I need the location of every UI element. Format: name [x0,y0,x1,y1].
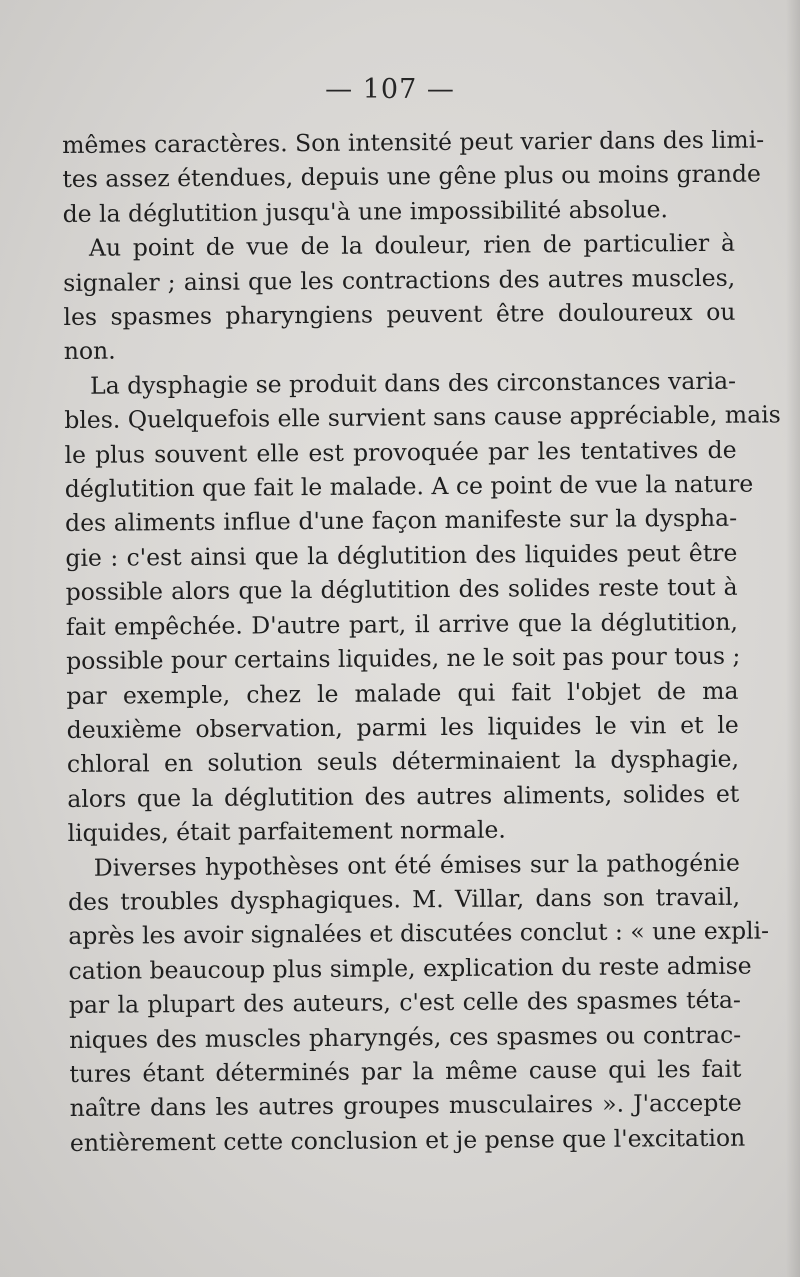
text-line: mêmes caractères. Son intensité peut varier dans des limi- [62,125,765,159]
text-line: tures étant déterminés par la même cause qui les fait [69,1054,742,1088]
text-line: possible pour certains liquides, ne le soit pas pour tous ; [66,641,741,676]
text-line: deuxième observation, parmi les liquides le vin et le [66,710,739,744]
text-line: de la déglutition jusqu'à une impossibilité absolue. [62,195,669,228]
text-line: bles. Quelquefois elle survient sans cause appréciable, mais [64,400,781,435]
text-line: par la plupart des auteurs, c'est celle des spasmes téta- [68,985,741,1020]
page-number: — 107 — [325,74,455,105]
text-line: naître dans les autres groupes musculaires ». J'accepte [69,1089,742,1123]
text-line: La dysphagie se produit dans des circonstances varia- [89,366,737,400]
paragraph [62,123,765,231]
text-line: déglutition que fait le malade. A ce point de vue la nature [64,469,754,504]
text-line: liquides, était parfaitement normale. [67,815,506,848]
text-line: des troubles dysphagiques. M. Villar, dans son travail, [67,882,741,916]
text-line: niques des muscles pharyngés, ces spasmes ou contrac- [69,1020,742,1054]
text-line: non. [63,337,116,366]
text-line: entièrement cette conclusion et je pense que l'excitation [69,1123,746,1157]
text-line: fait empêchée. D'autre part, il arrive que la déglutition, [65,607,739,641]
text-line: par exemple, chez le malade qui fait l'objet de ma [66,676,739,710]
text-line: gie : c'est ainsi que la déglutition des liquides peut être [65,538,738,572]
text-line: chloral en solution seuls déterminaient la dysphagie, [66,745,740,779]
text-line: possible alors que la déglutition des solides reste tout à [65,572,738,607]
text-line: cation beaucoup plus simple, explication du reste admise [68,951,752,985]
paragraph [64,364,781,851]
text-line: alors que la déglutition des autres aliments, solides et [67,779,740,813]
paragraph [67,845,770,1160]
text-line: Diverses hypothèses ont été émises sur la pathogénie [93,848,740,882]
paragraph [63,226,736,369]
text-line: des aliments influe d'une façon manifeste sur la dyspha- [64,504,738,538]
text-line: Au point de vue de la douleur, rien de particulier à [88,228,736,263]
text-line: tes assez étendues, depuis une gêne plus ou moins grande [62,159,761,194]
text-line: signaler ; ainsi que les contractions des autres muscles, [63,263,736,297]
text-line: le plus souvent elle est provoquée par les tentatives de [64,435,737,469]
page-edge-shadow [786,0,800,1277]
body-text [62,123,781,1160]
text-line: après les avoir signalées et discutées conclut : « une expli- [68,916,770,951]
text-line: les spasmes pharyngiens peuvent être douloureux ou [63,297,736,332]
